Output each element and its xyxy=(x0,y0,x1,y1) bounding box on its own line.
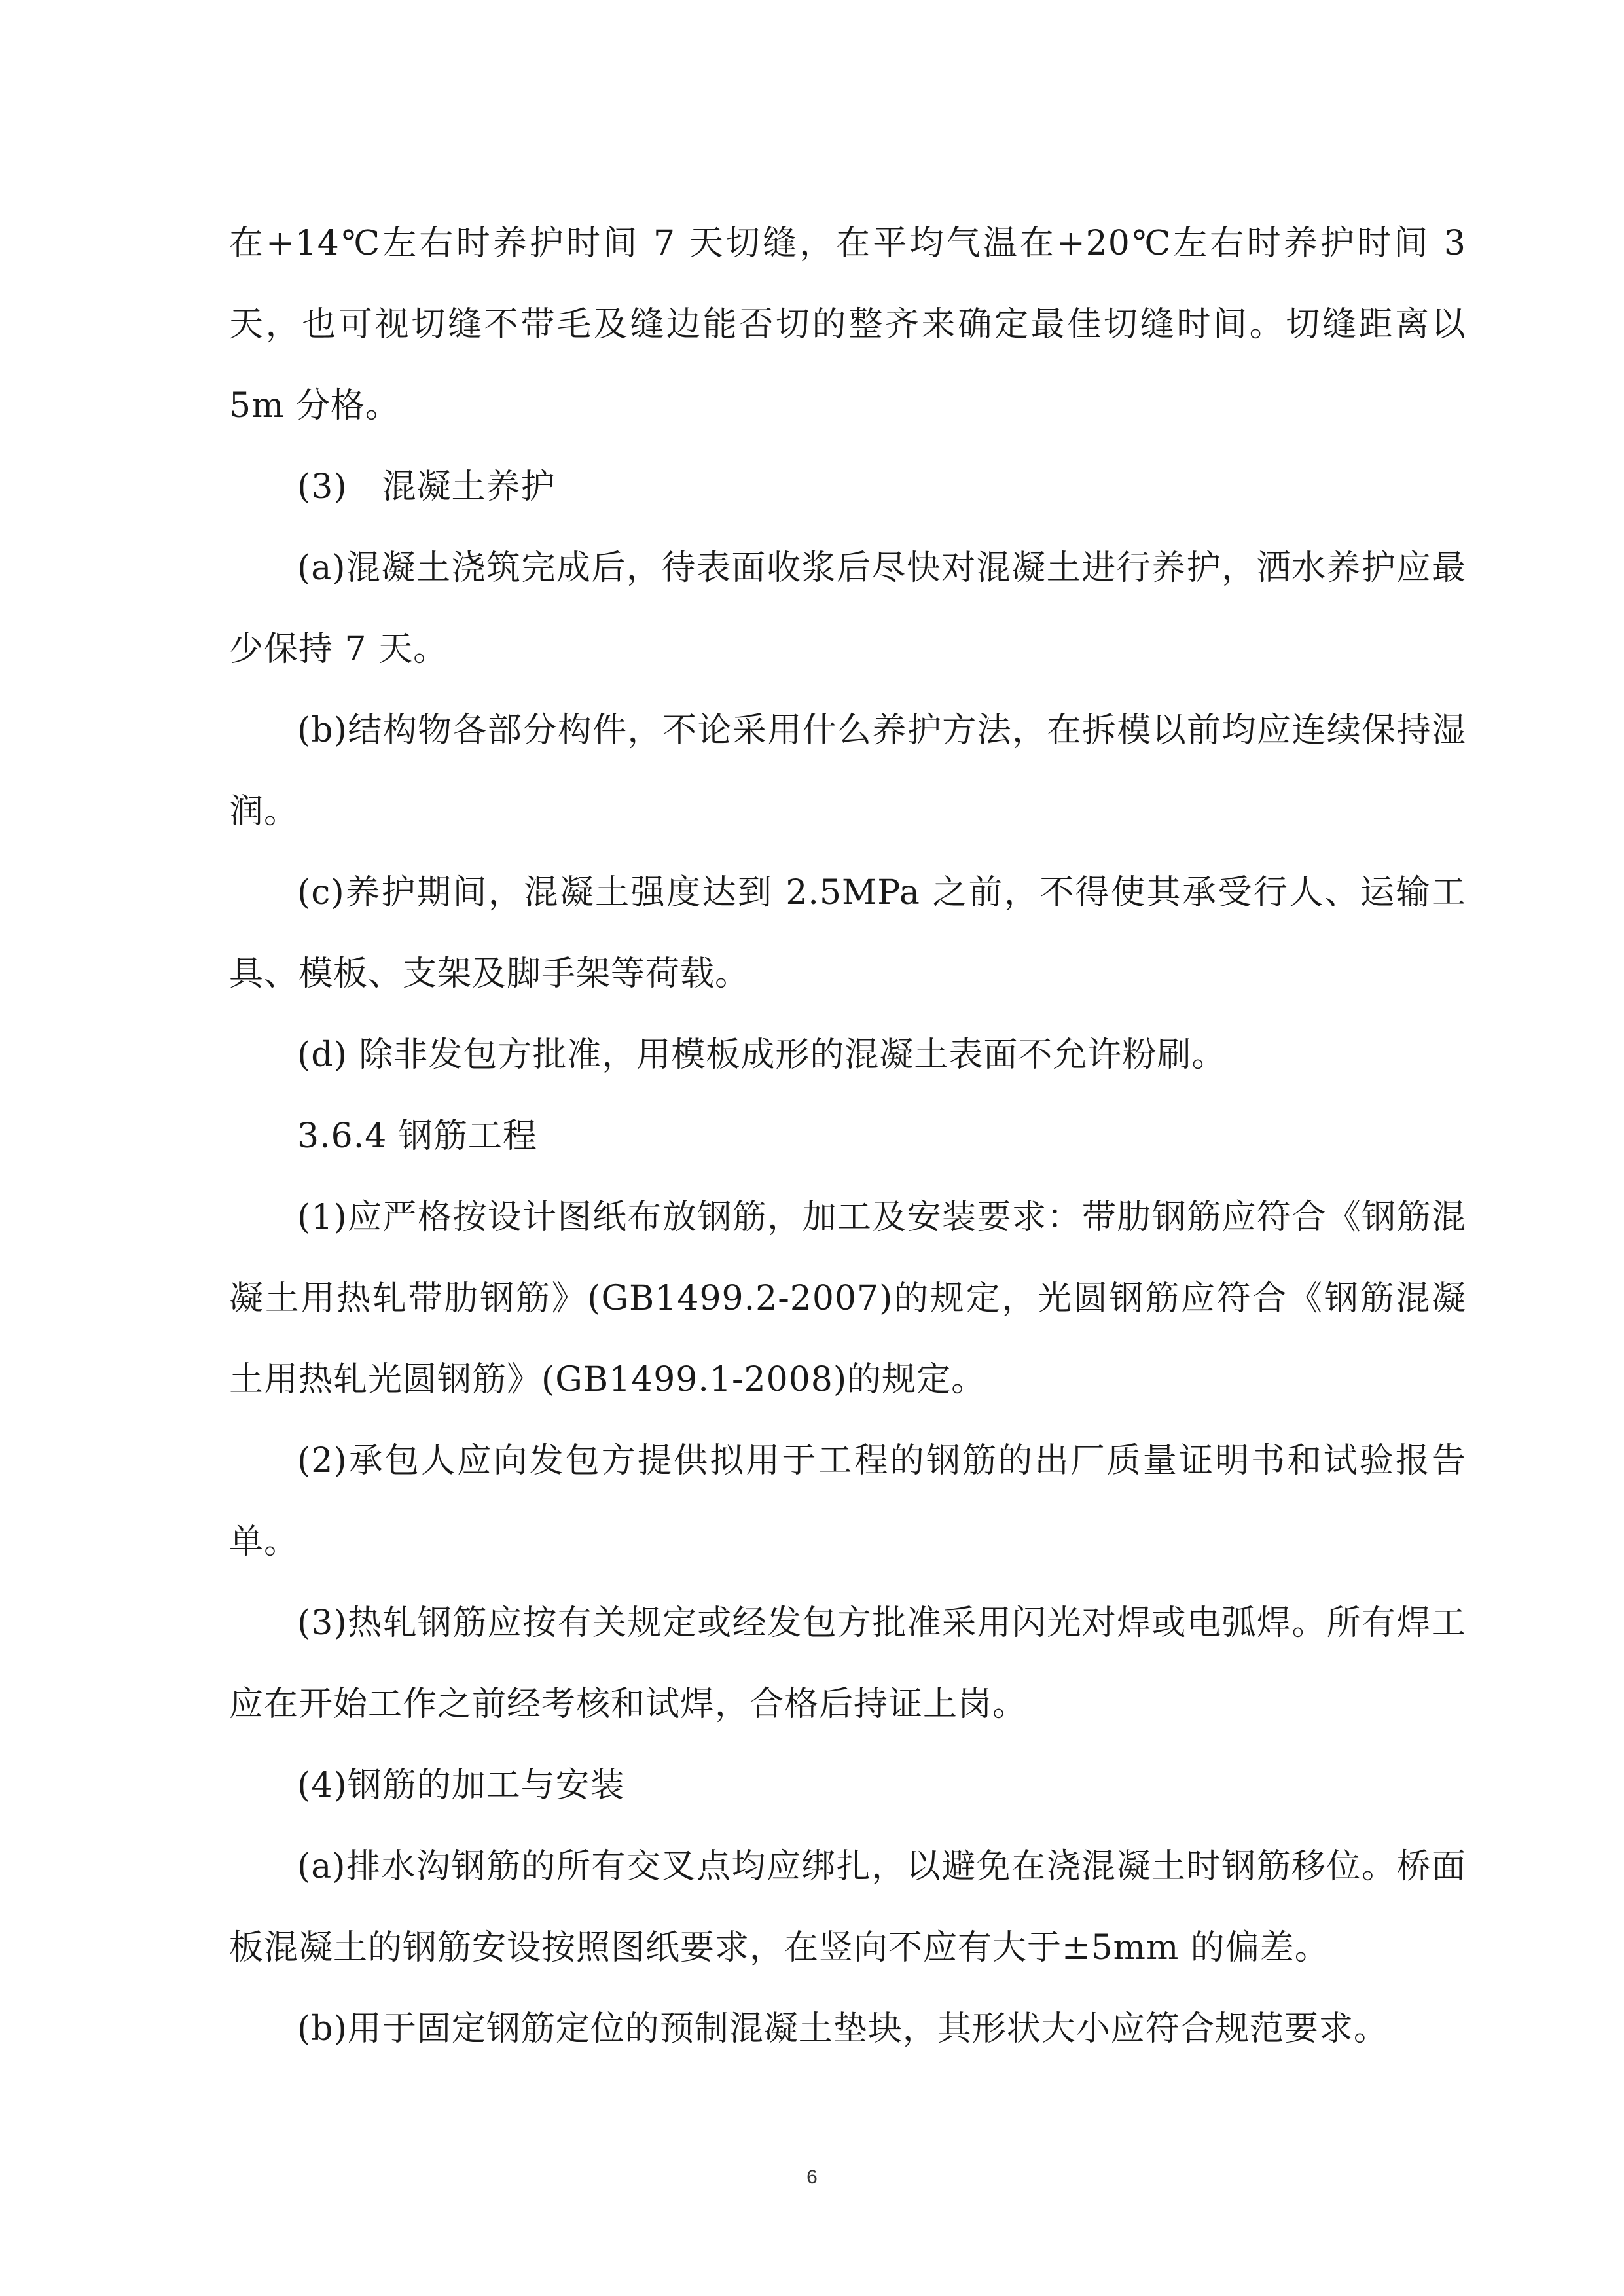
page-number: 6 xyxy=(806,2166,818,2188)
document-body xyxy=(229,203,1466,2070)
paragraph-curing-c: (c)养护期间，混凝土强度达到 2.5MPa 之前，不得使其承受行人、运输工具、模板、支架及脚手架等荷载。 xyxy=(229,873,1466,994)
paragraph-rebar-2: (2)承包人应向发包方提供拟用于工程的钢筋的出厂质量证明书和试验报告单。 xyxy=(229,1441,1466,1562)
heading-rebar-processing: (4)钢筋的加工与安装 xyxy=(297,1766,625,1805)
paragraph-rebar-a: (a)排水沟钢筋的所有交叉点均应绑扎，以避免在浇混凝土时钢筋移位。桥面板混凝土的钢筋安设按照图纸要求，在竖向不应有大于±5mm 的偏差。 xyxy=(229,1847,1466,1967)
paragraph-curing-a: (a)混凝土浇筑完成后，待表面收浆后尽快对混凝土进行养护，洒水养护应最少保持 7 天。 xyxy=(229,548,1466,669)
paragraph-curing-cutting-time: 在+14℃左右时养护时间 7 天切缝，在平均气温在+20℃左右时养护时间 3 天，也可视切缝不带毛及缝边能否切的整齐来确定最佳切缝时间。切缝距离以 5m 分格。 xyxy=(229,224,1466,425)
paragraph-rebar-3: (3)热轧钢筋应按有关规定或经发包方批准采用闪光对焊或电弧焊。所有焊工应在开始工作之前经考核和试焊，合格后持证上岗。 xyxy=(229,1604,1466,1724)
paragraph-rebar-1: (1)应严格按设计图纸布放钢筋，加工及安装要求：带肋钢筋应符合《钢筋混凝土用热轧带肋钢筋》(GB1499.2-2007)的规定，光圆钢筋应符合《钢筋混凝土用热轧光圆钢筋》(GB1499.1-2008)的规定。 xyxy=(229,1198,1466,1399)
paragraph-curing-b: (b)结构物各部分构件，不论采用什么养护方法，在拆模以前均应连续保持湿润。 xyxy=(229,711,1466,831)
heading-rebar-works: 3.6.4 钢筋工程 xyxy=(297,1117,537,1156)
heading-concrete-curing: (3) 混凝土养护 xyxy=(297,467,556,507)
paragraph-curing-d: (d) 除非发包方批准，用模板成形的混凝土表面不允许粉刷。 xyxy=(297,1035,1227,1075)
paragraph-rebar-b: (b)用于固定钢筋定位的预制混凝土垫块，其形状大小应符合规范要求。 xyxy=(297,2009,1388,2049)
